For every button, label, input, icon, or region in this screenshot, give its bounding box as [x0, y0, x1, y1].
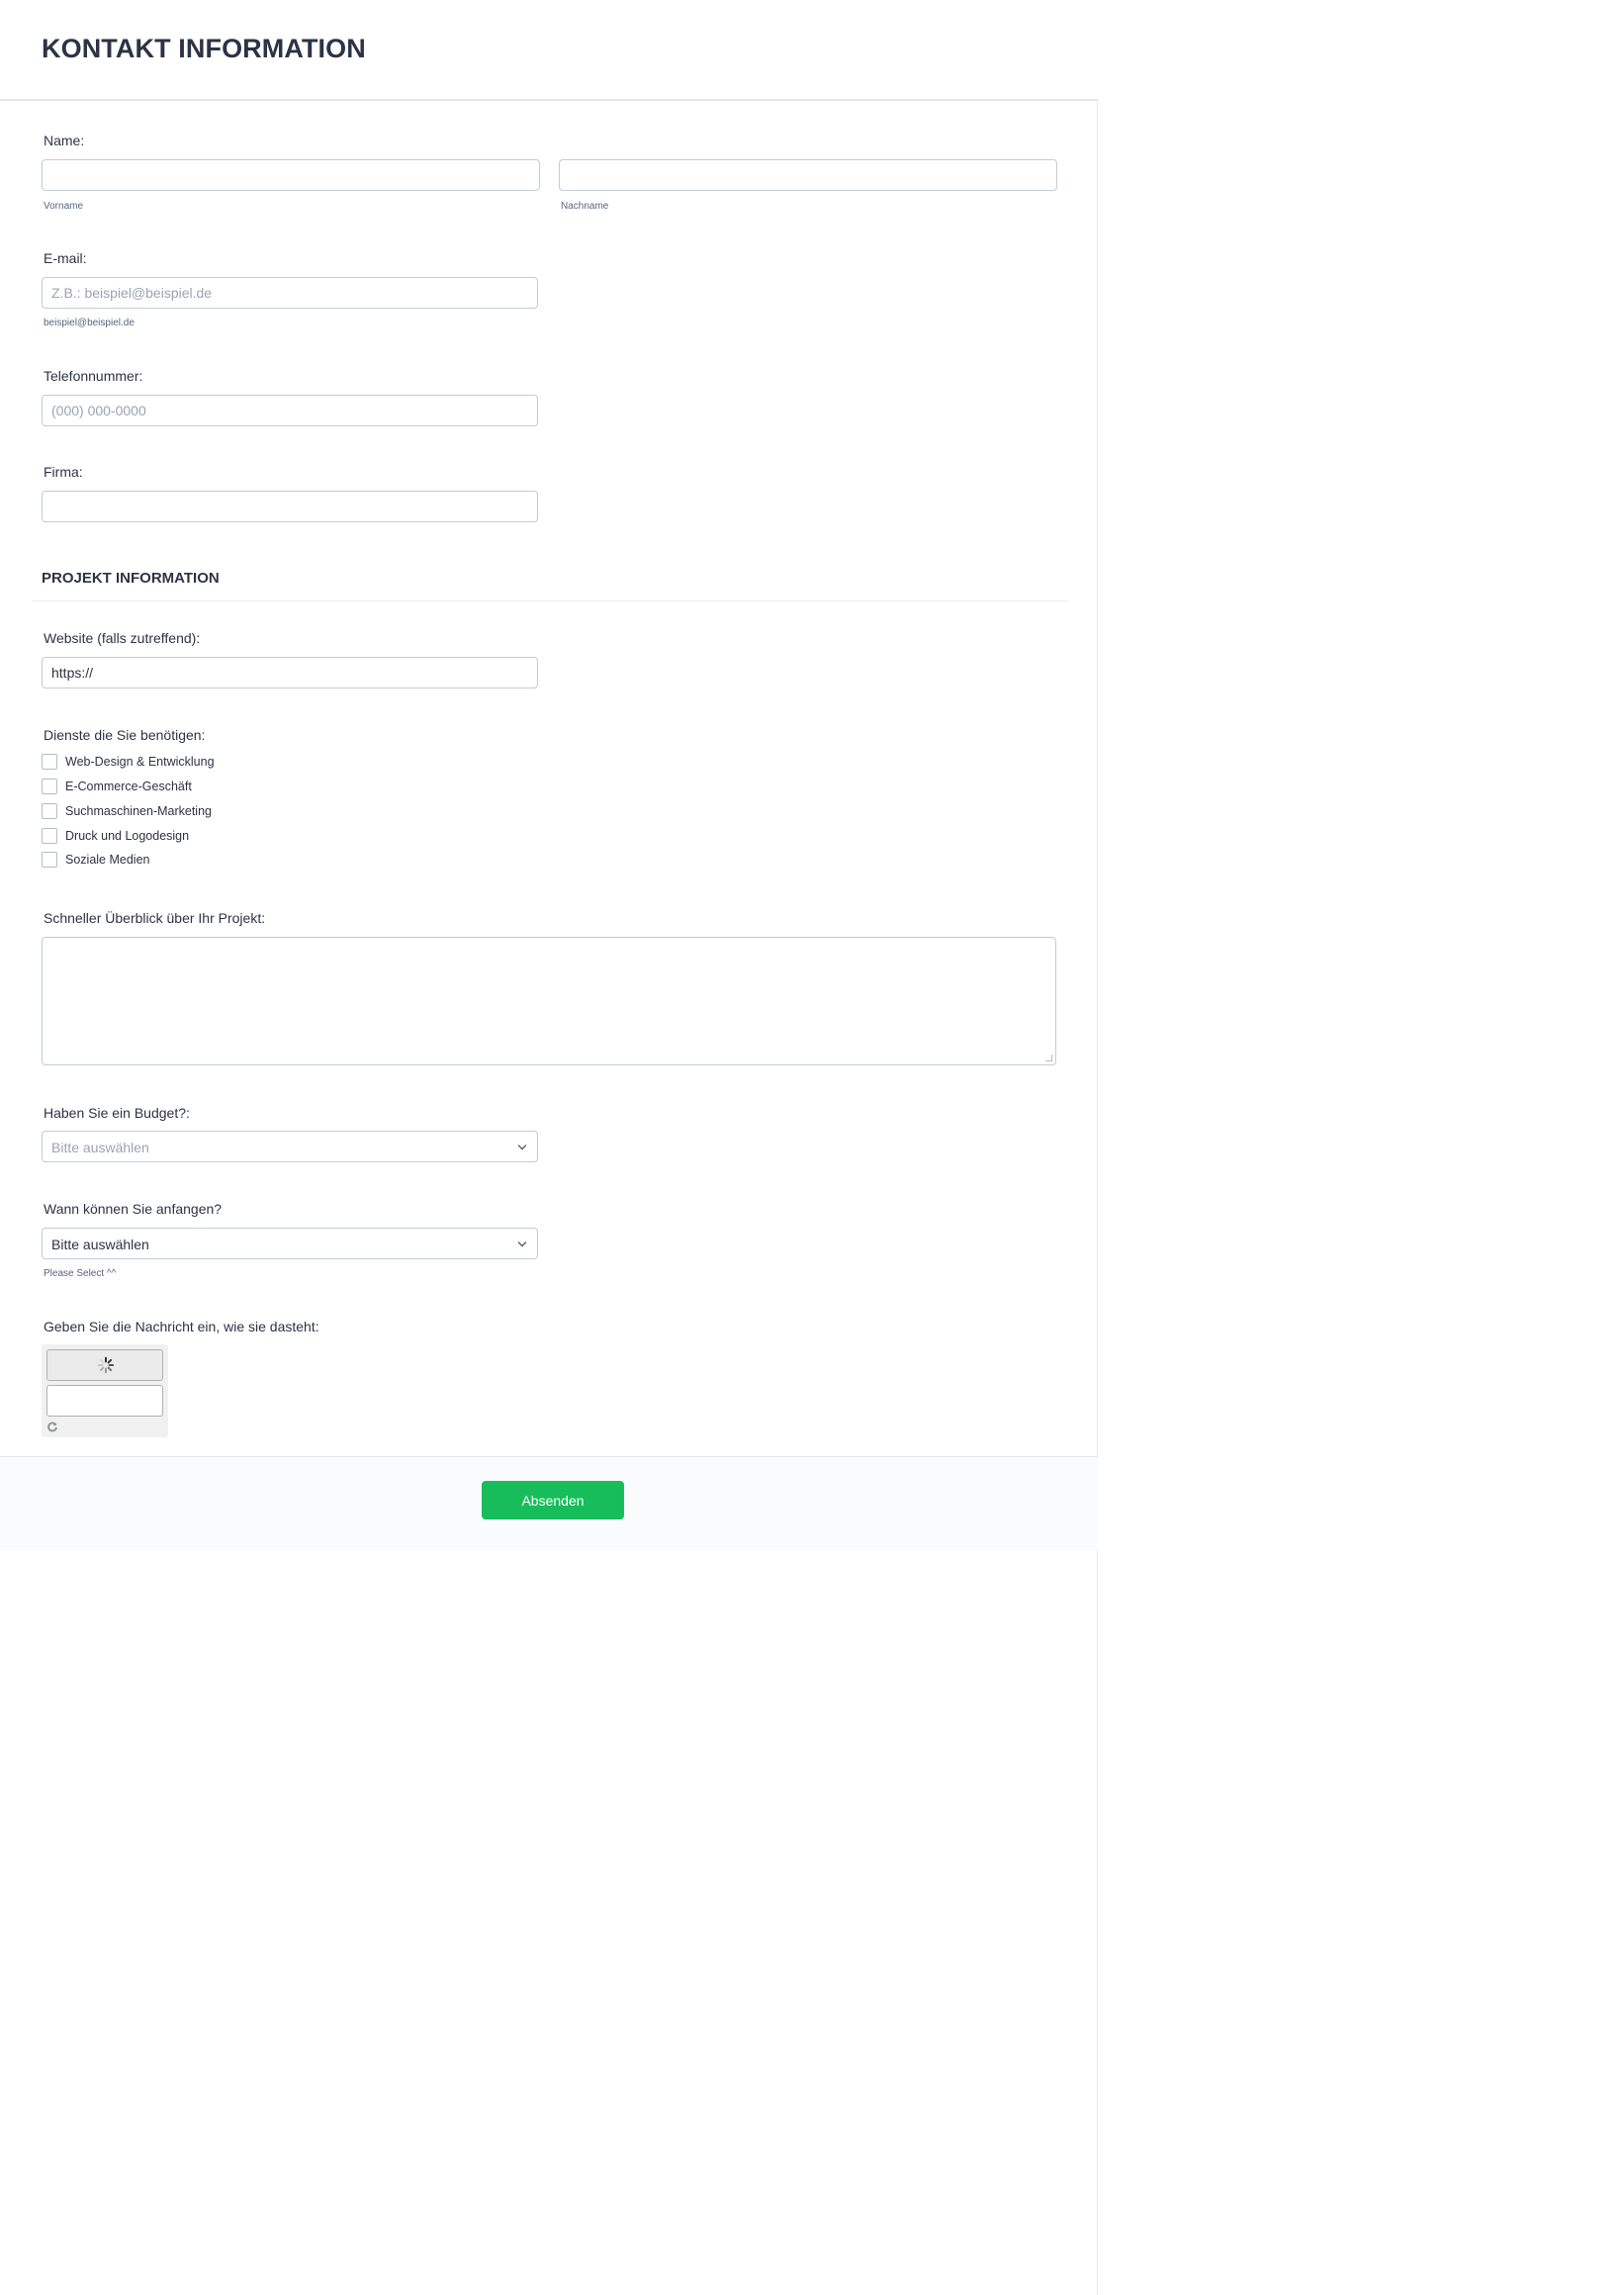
loading-spinner-icon — [97, 1356, 115, 1374]
checkbox[interactable] — [42, 803, 57, 819]
refresh-icon[interactable] — [46, 1421, 58, 1432]
service-option[interactable] — [42, 827, 189, 845]
last-name-sublabel: Nachname — [561, 201, 609, 212]
email-sublabel: beispiel@beispiel.de — [44, 318, 135, 328]
chevron-down-icon — [518, 1142, 526, 1149]
checkbox[interactable] — [42, 828, 57, 844]
first-name-sublabel: Vorname — [44, 201, 84, 212]
checkbox[interactable] — [42, 754, 57, 770]
budget-select-value: Bitte auswählen — [51, 1140, 149, 1155]
captcha-image — [46, 1349, 163, 1381]
service-option[interactable] — [42, 753, 215, 771]
start-select[interactable] — [42, 1228, 538, 1259]
captcha-label: Geben Sie die Nachricht ein, wie sie dasteht: — [44, 1319, 319, 1334]
email-label: E-mail: — [44, 250, 87, 266]
captcha-widget — [42, 1344, 168, 1437]
service-option-label: Suchmaschinen-Marketing — [65, 804, 212, 818]
captcha-input[interactable] — [46, 1385, 163, 1417]
checkbox[interactable] — [42, 852, 57, 868]
start-label: Wann können Sie anfangen? — [44, 1201, 223, 1217]
service-option-label: Druck und Logodesign — [65, 829, 190, 843]
website-input[interactable] — [42, 657, 538, 688]
services-label: Dienste die Sie benötigen: — [44, 727, 206, 743]
submit-button[interactable]: Absenden — [482, 1481, 624, 1519]
start-select-value: Bitte auswählen — [51, 1237, 149, 1252]
overview-label: Schneller Überblick über Ihr Projekt: — [44, 910, 266, 926]
service-option[interactable] — [42, 778, 192, 795]
company-label: Firma: — [44, 464, 83, 480]
service-option[interactable] — [42, 851, 149, 869]
form-title: KONTAKT INFORMATION — [42, 34, 366, 63]
website-label: Website (falls zutreffend): — [44, 630, 201, 646]
last-name-input[interactable] — [559, 159, 1057, 191]
service-option[interactable] — [42, 802, 212, 820]
first-name-input[interactable] — [42, 159, 540, 191]
phone-input[interactable] — [42, 395, 538, 426]
phone-label: Telefonnummer: — [44, 368, 143, 384]
start-sublabel: Please Select ^^ — [44, 1268, 117, 1279]
company-input[interactable] — [42, 491, 538, 522]
checkbox[interactable] — [42, 779, 57, 794]
resize-handle-icon[interactable] — [1045, 1055, 1052, 1061]
service-option-label: Web-Design & Entwicklung — [65, 755, 215, 769]
service-option-label: E-Commerce-Geschäft — [65, 780, 192, 793]
budget-label: Haben Sie ein Budget?: — [44, 1105, 190, 1121]
budget-select[interactable] — [42, 1131, 538, 1162]
name-label: Name: — [44, 133, 85, 148]
email-input[interactable] — [42, 277, 538, 309]
project-section-title: PROJEKT INFORMATION — [42, 570, 220, 587]
form-header — [0, 0, 1098, 101]
section-divider — [32, 600, 1068, 601]
chevron-down-icon — [518, 1239, 526, 1246]
service-option-label: Soziale Medien — [65, 853, 150, 867]
overview-textarea[interactable] — [42, 937, 1056, 1065]
